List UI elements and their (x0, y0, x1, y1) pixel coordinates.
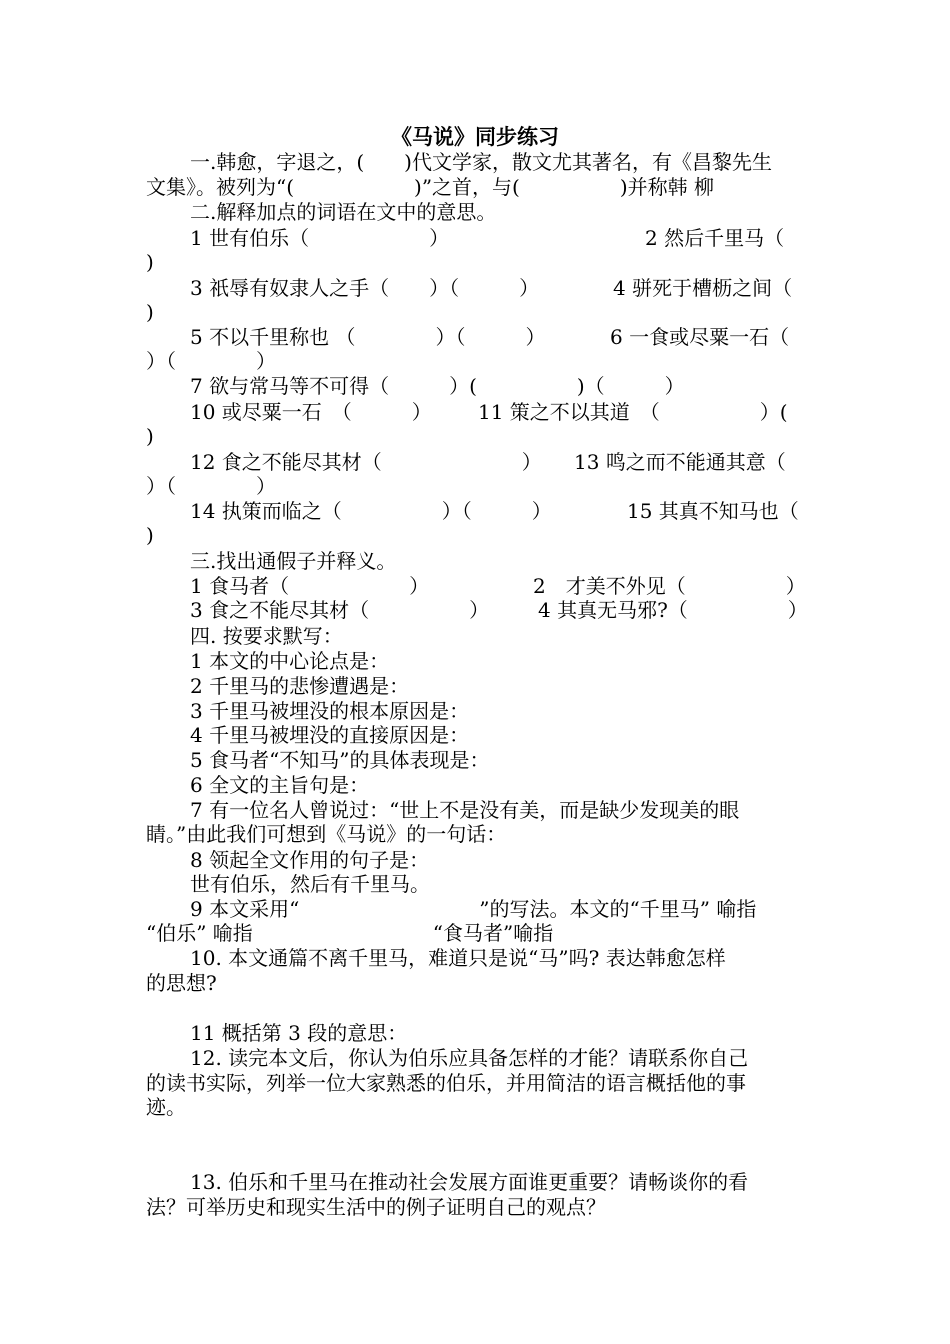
q2-item-15-cont: ) (146, 523, 154, 547)
q4-item-10-line-2: 的思想? (146, 971, 217, 995)
q4-item-8: 8 领起全文作用的句子是： (190, 848, 430, 872)
q2-item-13-cont: ）（ ） (146, 474, 276, 498)
q4-item-3: 3 千里马被埋没的根本原因是： (190, 699, 470, 723)
q3-heading: 三.找出通假子并释义。 (190, 549, 397, 573)
q2-item-4-cont: ) (146, 300, 154, 324)
q4-item-11: 11 概括第 3 段的意思： (190, 1021, 408, 1045)
q4-item-2: 2 千里马的悲惨遭遇是： (190, 674, 410, 698)
q2-item-1: 1 世有伯乐（ ） (190, 226, 450, 250)
q2-item-11: 11 策之不以其道 （ ）( (478, 400, 788, 424)
q4-item-4: 4 千里马被埋没的直接原因是： (190, 723, 470, 747)
q4-heading: 四. 按要求默写： (190, 624, 343, 648)
q4-item-13-line-2: 法？可举历史和现实生活中的例子证明自己的观点？ (146, 1195, 606, 1219)
q2-item-3: 3 祇辱有奴隶人之手（ ）（ ） (190, 276, 540, 300)
q4-item-6: 6 全文的主旨句是： (190, 773, 370, 797)
q2-item-14: 14 执策而临之（ ）（ ） (190, 499, 552, 523)
q2-item-5: 5 不以千里称也 （ ）（ ） (190, 325, 546, 349)
q4-item-13-line-1: 13. 伯乐和千里马在推动社会发展方面谁更重要？请畅谈你的看 (190, 1170, 749, 1194)
q2-item-2: 2 然后千里马（ (645, 226, 785, 250)
q2-item-7: 7 欲与常马等不可得（ ）( )（ ） (190, 374, 685, 398)
q2-item-6-cont: ）（ ） (146, 349, 276, 373)
q3-item-2: 2 才美不外见（ ） (533, 574, 806, 598)
q4-item-5: 5 食马者“不知马”的具体表现是： (190, 748, 490, 772)
q4-item-8-answer: 世有伯乐，然后有千里马。 (190, 872, 430, 896)
q2-item-12: 12 食之不能尽其材（ ） (190, 450, 542, 474)
q1-line-2: 文集》。被列为“( )”之首，与( )并称韩 柳 (146, 175, 715, 199)
page-title: 《马说》同步练习 (391, 124, 559, 149)
q2-heading: 二.解释加点的词语在文中的意思。 (190, 200, 497, 224)
q2-item-4: 4 骈死于槽枥之间（ (613, 276, 793, 300)
q2-item-6: 6 一食或尽粟一石（ (610, 325, 790, 349)
q4-item-10-line-1: 10. 本文通篇不离千里马，难道只是说“马”吗? 表达韩愈怎样 (190, 946, 726, 970)
q2-item-2-cont: ) (146, 250, 154, 274)
q4-item-9-line-2: “伯乐” 喻指 “食马者”喻指 (146, 921, 554, 945)
q4-item-1: 1 本文的中心论点是： (190, 649, 390, 673)
q4-item-9-line-1: 9 本文采用“ ”的写法。本文的“千里马” 喻指 (190, 897, 757, 921)
q1-line-1: 一.韩愈，字退之，( )代文学家，散文尤其著名，有《昌黎先生 (190, 150, 772, 174)
q2-item-10: 10 或尽粟一石 （ ） (190, 400, 432, 424)
q4-item-12-line-3: 迹。 (146, 1095, 186, 1119)
q2-item-13: 13 鸣之而不能通其意（ (574, 450, 786, 474)
q3-item-4: 4 其真无马邪?（ ） (538, 598, 808, 622)
q4-item-12-line-1: 12. 读完本文后，你认为伯乐应具备怎样的才能？请联系你自己 (190, 1046, 749, 1070)
q4-item-7-line-1: 7 有一位名人曾说过：“世上不是没有美，而是缺少发现美的眼 (190, 798, 740, 822)
q2-item-11-cont: ) (146, 424, 154, 448)
q3-item-1: 1 食马者（ ） (190, 574, 430, 598)
q4-item-12-line-2: 的读书实际，列举一位大家熟悉的伯乐，并用简洁的语言概括他的事 (146, 1071, 746, 1095)
q2-item-15: 15 其真不知马也（ (627, 499, 799, 523)
q3-item-3: 3 食之不能尽其材（ ） (190, 598, 490, 622)
q4-item-7-line-2: 睛。”由此我们可想到《马说》的一句话： (146, 822, 507, 846)
